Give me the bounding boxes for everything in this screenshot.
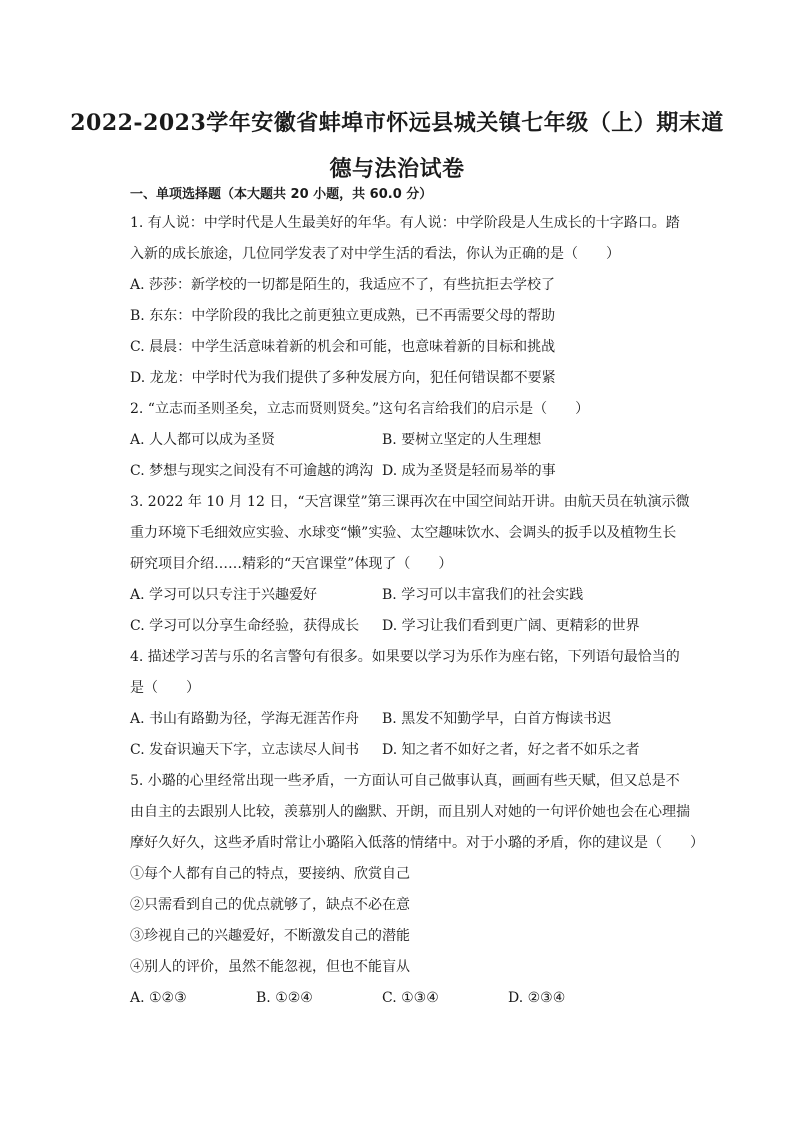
question-4-options-row-1 [130, 704, 696, 735]
question-3-line-1: 3. 2022 年 10 月 12 日，“天宫课堂”第三课再次在中国空间站开讲。由航天员在轨演示微 [130, 494, 690, 510]
question-2-line-1: 2. “立志而圣则圣矣，立志而贤则贤矣。”这句名言给我们的启示是（ ） [130, 401, 590, 417]
question-4-option-c: C. 发奋识遍天下字，立志读尽人间书 [130, 742, 360, 758]
exam-content [130, 182, 704, 1014]
question-4 [130, 642, 696, 766]
question-3-option-b: B. 学习可以丰富我们的社会实践 [382, 587, 584, 603]
question-4-option-b: B. 黑发不知勤学早，白首方悔读书迟 [382, 711, 612, 727]
question-5-statement-4: ④别人的评价，虽然不能忽视，但也不能盲从 [130, 959, 410, 975]
question-5-statement-3: ③珍视自己的兴趣爱好，不断激发自己的潜能 [130, 928, 410, 944]
question-1-option-d: D. 龙龙：中学时代为我们提供了多种发展方向，犯任何错误都不要紧 [130, 370, 556, 386]
question-5 [130, 766, 704, 1014]
question-4-option-d: D. 知之者不如好之者，好之者不如乐之者 [382, 742, 640, 758]
question-3-line-3: 研究项目介绍……精彩的“天宫课堂”体现了（ ） [130, 556, 453, 572]
question-5-statement-2: ②只需看到自己的优点就够了，缺点不必在意 [130, 897, 410, 913]
question-3-options-row-1 [130, 580, 696, 611]
question-5-line-1: 5. 小璐的心里经常出现一些矛盾，一方面认可自己做事认真，画画有些天赋，但又总是不 [130, 773, 680, 789]
question-1-option-c: C. 晨晨：中学生活意味着新的机会和可能，也意味着新的目标和挑战 [130, 339, 556, 355]
question-1-option-b: B. 东东：中学阶段的我比之前更独立更成熟，已不再需要父母的帮助 [130, 308, 556, 324]
title-line-1: 2022-2023学年安徽省蚌埠市怀远县城关镇七年级（上）期末道 [70, 110, 724, 136]
question-5-line-3: 摩好久好久，这些矛盾时常让小璐陷入低落的情绪中。对于小璐的矛盾，你的建议是（ ） [130, 835, 704, 851]
question-2-option-a: A. 人人都可以成为圣贤 [130, 432, 276, 448]
question-2-options-row-2 [130, 456, 696, 487]
question-1-line-1: 1. 有人说：中学时代是人生最美好的年华。有人说：中学阶段是人生成长的十字路口。踏 [130, 215, 680, 231]
question-3-option-c: C. 学习可以分享生命经验，获得成长 [130, 618, 360, 634]
question-5-option-d: D. ②③④ [508, 990, 566, 1006]
question-3-option-d: D. 学习让我们看到更广阔、更精彩的世界 [382, 618, 640, 634]
exam-title [60, 100, 734, 192]
question-4-line-1: 4. 描述学习苦与乐的名言警句有很多。如果要以学习为乐作为座右铭，下列语句最恰当的 [130, 649, 680, 665]
section-heading: 一、单项选择题（本大题共 20 小题，共 60.0 分） [130, 187, 433, 202]
title-line-2: 德与法治试卷 [329, 156, 465, 182]
question-2-option-d: D. 成为圣贤是轻而易举的事 [382, 463, 556, 479]
question-4-line-2: 是（ ） [130, 680, 200, 696]
question-3 [130, 487, 696, 642]
question-2 [130, 394, 696, 487]
question-3-options-row-2 [130, 611, 696, 642]
question-5-option-a: A. ①②③ [130, 990, 187, 1006]
question-1-option-a: A. 莎莎：新学校的一切都是陌生的，我适应不了，有些抗拒去学校了 [130, 277, 556, 293]
question-1 [130, 208, 696, 394]
question-5-statement-1: ①每个人都有自己的特点，要接纳、欣赏自己 [130, 866, 410, 882]
question-3-option-a: A. 学习可以只专注于兴趣爱好 [130, 587, 318, 603]
question-5-options-row [130, 983, 696, 1014]
question-5-option-b: B. ①②④ [256, 990, 313, 1006]
question-2-option-b: B. 要树立坚定的人生理想 [382, 432, 542, 448]
question-2-options-row-1 [130, 425, 696, 456]
question-4-option-a: A. 书山有路勤为径，学海无涯苦作舟 [130, 711, 360, 727]
question-5-option-c: C. ①③④ [382, 990, 439, 1006]
question-1-line-2: 入新的成长旅途，几位同学发表了对中学生活的看法，你认为正确的是（ ） [130, 246, 620, 262]
question-2-option-c: C. 梦想与现实之间没有不可逾越的鸿沟 [130, 463, 374, 479]
question-3-line-2: 重力环境下毛细效应实验、水球变“懒”实验、太空趣味饮水、会调头的扳手以及植物生长 [130, 525, 677, 541]
question-5-line-2: 由自主的去跟别人比较，羡慕别人的幽默、开朗，而且别人对她的一句评价她也会在心理揣 [130, 804, 690, 820]
question-4-options-row-2 [130, 735, 696, 766]
